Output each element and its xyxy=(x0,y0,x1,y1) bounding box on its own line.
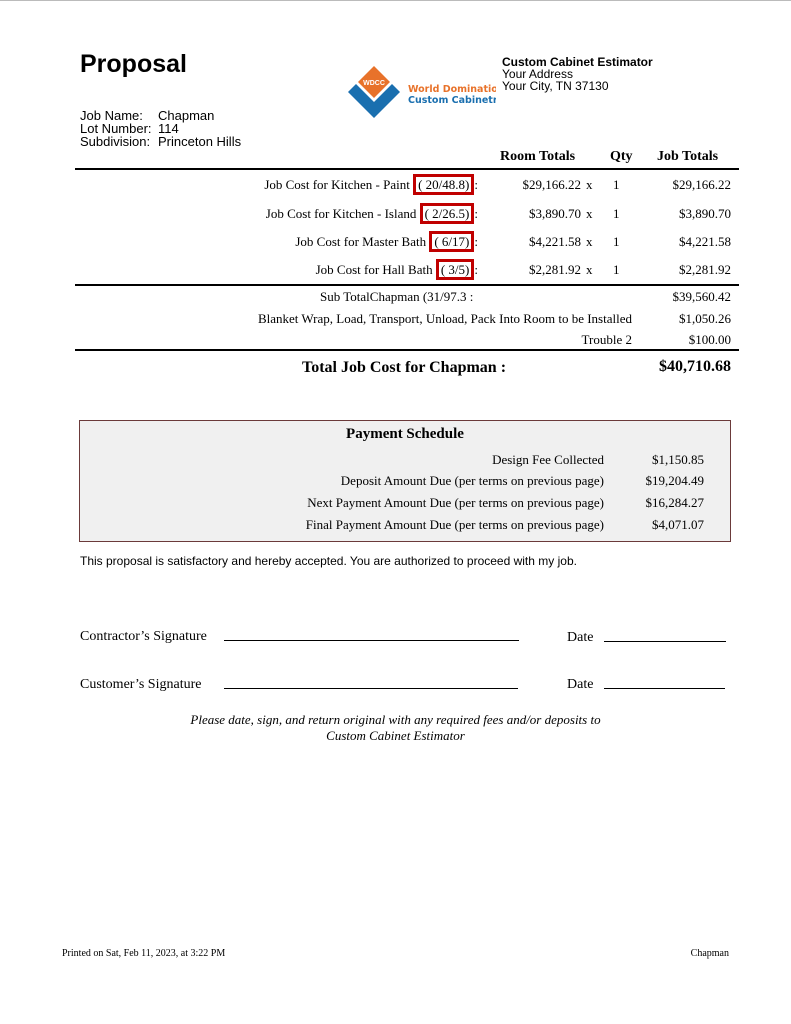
subdivision-label: Subdivision: xyxy=(80,134,151,149)
company-block xyxy=(502,56,653,92)
trouble-label: Trouble 2 xyxy=(581,332,632,347)
room-job-total: $2,281.92 xyxy=(679,262,731,277)
room-total: $3,890.70 xyxy=(529,206,581,221)
room-code-highlight: ( 20/48.8) xyxy=(413,174,474,195)
job-info xyxy=(80,109,241,148)
logo-mark-icon xyxy=(346,64,496,124)
payment-schedule-title: Payment Schedule xyxy=(346,426,464,442)
job-name-label: Job Name: xyxy=(80,108,143,123)
room-label: Job Cost for Master Bath xyxy=(295,234,427,249)
lot-number-label: Lot Number: xyxy=(80,121,152,136)
room-job-total: $3,890.70 xyxy=(679,206,731,221)
customer-date-label: Date xyxy=(567,677,594,692)
company-name: Custom Cabinet Estimator xyxy=(502,55,653,69)
company-logo xyxy=(346,64,496,124)
logo-line2: Custom Cabinetry xyxy=(408,95,496,106)
room-code-highlight: ( 6/17) xyxy=(429,231,474,252)
room-row-label xyxy=(295,231,478,252)
code-colon: : xyxy=(474,206,478,221)
customer-date-line[interactable] xyxy=(604,688,725,689)
page-title: Proposal xyxy=(80,50,187,78)
payment-row-label: Deposit Amount Due (per terms on previous page) xyxy=(340,473,604,488)
room-qty: 1 xyxy=(613,206,620,221)
customer-signature-label: Customer’s Signature xyxy=(80,677,202,692)
room-qty: 1 xyxy=(613,177,620,192)
header-qty: Qty xyxy=(610,149,633,164)
contractor-date-label: Date xyxy=(567,630,594,645)
room-code-highlight: ( 2/26.5) xyxy=(420,203,475,224)
return-instructions-line1: Please date, sign, and return original with any required fees and/or deposits to xyxy=(190,712,601,727)
code-colon: : xyxy=(474,262,478,277)
room-multiply: x xyxy=(586,262,593,277)
contractor-signature-label: Contractor’s Signature xyxy=(80,629,207,644)
blanket-wrap-label: Blanket Wrap, Load, Transport, Unload, Pack Into Room to be Installed xyxy=(257,311,632,326)
payment-row-label: Final Payment Amount Due (per terms on previous page) xyxy=(305,517,604,532)
contractor-date-line[interactable] xyxy=(604,641,726,642)
payment-row-label: Design Fee Collected xyxy=(492,452,604,467)
total-divider xyxy=(75,349,739,351)
room-label: Job Cost for Kitchen - Island xyxy=(265,206,417,221)
logo-line1: World Domination xyxy=(408,84,496,95)
code-colon: : xyxy=(474,234,478,249)
rooms-divider xyxy=(75,284,739,286)
room-label: Job Cost for Hall Bath xyxy=(315,262,433,277)
room-qty: 1 xyxy=(613,234,620,249)
subtotal-label: Sub TotalChapman (31/97.3 : xyxy=(320,289,474,304)
payment-schedule xyxy=(79,420,731,542)
room-qty: 1 xyxy=(613,262,620,277)
payment-row-value: $4,071.07 xyxy=(652,517,704,532)
lot-number-value: 114 xyxy=(158,121,179,136)
room-row-label xyxy=(316,259,478,280)
room-multiply: x xyxy=(586,177,593,192)
payment-row-value: $1,150.85 xyxy=(652,452,704,467)
subtotal-value: $39,560.42 xyxy=(672,289,731,304)
header-room-totals: Room Totals xyxy=(500,149,576,164)
room-multiply: x xyxy=(586,234,593,249)
room-total: $4,221.58 xyxy=(529,234,581,249)
code-colon: : xyxy=(474,177,478,192)
room-code-highlight: ( 3/5) xyxy=(436,259,475,280)
footer-printed-date: Printed on Sat, Feb 11, 2023, at 3:22 PM xyxy=(62,948,226,959)
trouble-value: $100.00 xyxy=(688,332,731,347)
room-job-total: $4,221.58 xyxy=(679,234,731,249)
payment-row-label: Next Payment Amount Due (per terms on previous page) xyxy=(307,495,604,510)
contractor-signature-line[interactable] xyxy=(224,640,519,641)
payment-row-value: $19,204.49 xyxy=(645,473,704,488)
room-job-total: $29,166.22 xyxy=(672,177,731,192)
return-instructions-line2: Custom Cabinet Estimator xyxy=(326,728,465,743)
footer-job-name: Chapman xyxy=(690,948,729,959)
subdivision-value: Princeton Hills xyxy=(158,134,242,149)
job-name-value: Chapman xyxy=(158,108,215,123)
room-row-label xyxy=(264,174,478,195)
page-top-border xyxy=(0,0,791,1)
total-job-cost-label: Total Job Cost for Chapman : xyxy=(302,359,507,376)
total-job-cost-value: $40,710.68 xyxy=(659,358,731,375)
room-total: $29,166.22 xyxy=(522,177,581,192)
blanket-wrap-value: $1,050.26 xyxy=(679,311,731,326)
room-total: $2,281.92 xyxy=(529,262,581,277)
room-label: Job Cost for Kitchen - Paint xyxy=(264,177,410,192)
room-row-label xyxy=(266,203,478,224)
acceptance-statement: This proposal is satisfactory and hereby accepted. You are authorized to proceed with my job. xyxy=(80,554,577,568)
logo-badge-text: WDCC xyxy=(363,80,385,87)
room-multiply: x xyxy=(586,206,593,221)
company-address: Your Address xyxy=(502,67,573,81)
header-job-totals: Job Totals xyxy=(657,149,719,164)
company-city: Your City, TN 37130 xyxy=(502,79,609,93)
header-divider xyxy=(75,168,739,170)
return-instructions xyxy=(0,712,791,744)
customer-signature-line[interactable] xyxy=(224,688,518,689)
payment-row-value: $16,284.27 xyxy=(645,495,704,510)
